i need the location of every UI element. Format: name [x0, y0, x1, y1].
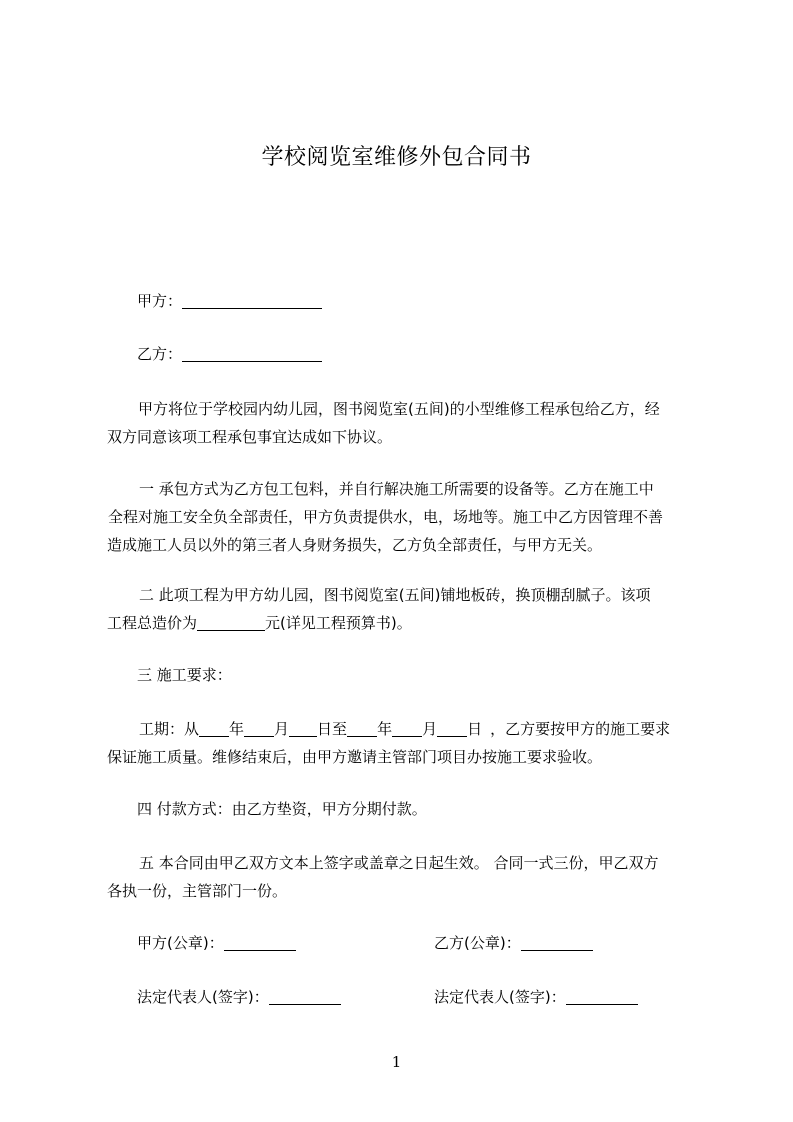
- clause-5-line-2: 各执一份，主管部门一份。: [107, 882, 288, 900]
- party-a-seal-blank: [224, 934, 296, 951]
- total-price-blank: [197, 614, 265, 631]
- document-title: 学校阅览室维修外包合同书: [261, 145, 532, 170]
- party-a-rep-label: 法定代表人(签字)：: [137, 988, 269, 1006]
- clause-3-heading: 三 施工要求：: [137, 666, 232, 684]
- end-year-blank: [347, 720, 377, 737]
- party-b-seal-line: [434, 928, 593, 958]
- party-b-rep-line: [434, 982, 638, 1012]
- schedule-requirement-text: ，乙方要按甲方的施工要求: [490, 720, 671, 738]
- schedule-from-label: 工期：从: [139, 720, 200, 738]
- clause-4: 四 付款方式：由乙方垫资，甲方分期付款。: [137, 800, 427, 818]
- party-a-rep-blank: [269, 988, 341, 1005]
- party-a-label: 甲方：: [137, 292, 183, 310]
- clause-1-line-1: 一 承包方式为乙方包工包料，并自行解决施工所需要的设备等。乙方在施工中: [139, 480, 654, 498]
- party-b-seal-blank: [521, 934, 593, 951]
- start-month-label: 月: [274, 720, 290, 738]
- party-b-label: 乙方：: [137, 345, 183, 363]
- end-month-blank: [392, 720, 422, 737]
- day-to-label: 日至: [317, 720, 348, 738]
- party-a-rep-line: [137, 982, 341, 1012]
- party-b-seal-label: 乙方(公章)：: [434, 934, 521, 952]
- end-day-label: 日: [467, 720, 483, 738]
- page-number: 1: [391, 1053, 402, 1071]
- party-a-seal-label: 甲方(公章)：: [137, 934, 224, 952]
- start-year-blank: [199, 720, 229, 737]
- intro-line-1: 甲方将位于学校园内幼儿园，图书阅览室(五间)的小型维修工程承包给乙方，经: [138, 400, 660, 418]
- clause-1-line-2: 全程对施工安全负全部责任，甲方负责提供水，电，场地等。施工中乙方因管理不善: [108, 508, 664, 526]
- party-a-line: [137, 286, 322, 316]
- start-day-blank: [289, 720, 317, 737]
- party-b-blank: [182, 345, 322, 362]
- clause-2-price-suffix: 元(详见工程预算书)。: [265, 614, 412, 632]
- clause-2-line-1: 二 此项工程为甲方幼儿园，图书阅览室(五间)铺地板砖，换顶棚刮腻子。该项: [139, 586, 651, 604]
- schedule-line-2: 保证施工质量。维修结束后，由甲方邀请主管部门项目办按施工要求验收。: [107, 748, 603, 766]
- clause-2-price-label: 工程总造价为: [107, 614, 198, 632]
- clause-2-line-2: [107, 608, 412, 638]
- party-b-rep-blank: [566, 988, 638, 1005]
- party-a-blank: [182, 292, 322, 309]
- schedule-line-1: [139, 714, 670, 744]
- party-b-rep-label: 法定代表人(签字)：: [434, 988, 566, 1006]
- end-month-label: 月: [422, 720, 438, 738]
- clause-5-line-1: 五 本合同由甲乙双方文本上签字或盖章之日起生效。 合同一式三份，甲乙双方: [139, 854, 659, 872]
- start-month-blank: [244, 720, 274, 737]
- clause-1-line-3: 造成施工人员以外的第三者人身财务损失，乙方负全部责任，与甲方无关。: [107, 536, 603, 554]
- intro-line-2: 双方同意该项工程承包事宜达成如下协议。: [107, 428, 393, 446]
- party-b-line: [137, 339, 322, 369]
- end-year-label: 年: [377, 720, 393, 738]
- start-year-label: 年: [229, 720, 245, 738]
- party-a-seal-line: [137, 928, 296, 958]
- end-day-blank: [437, 720, 467, 737]
